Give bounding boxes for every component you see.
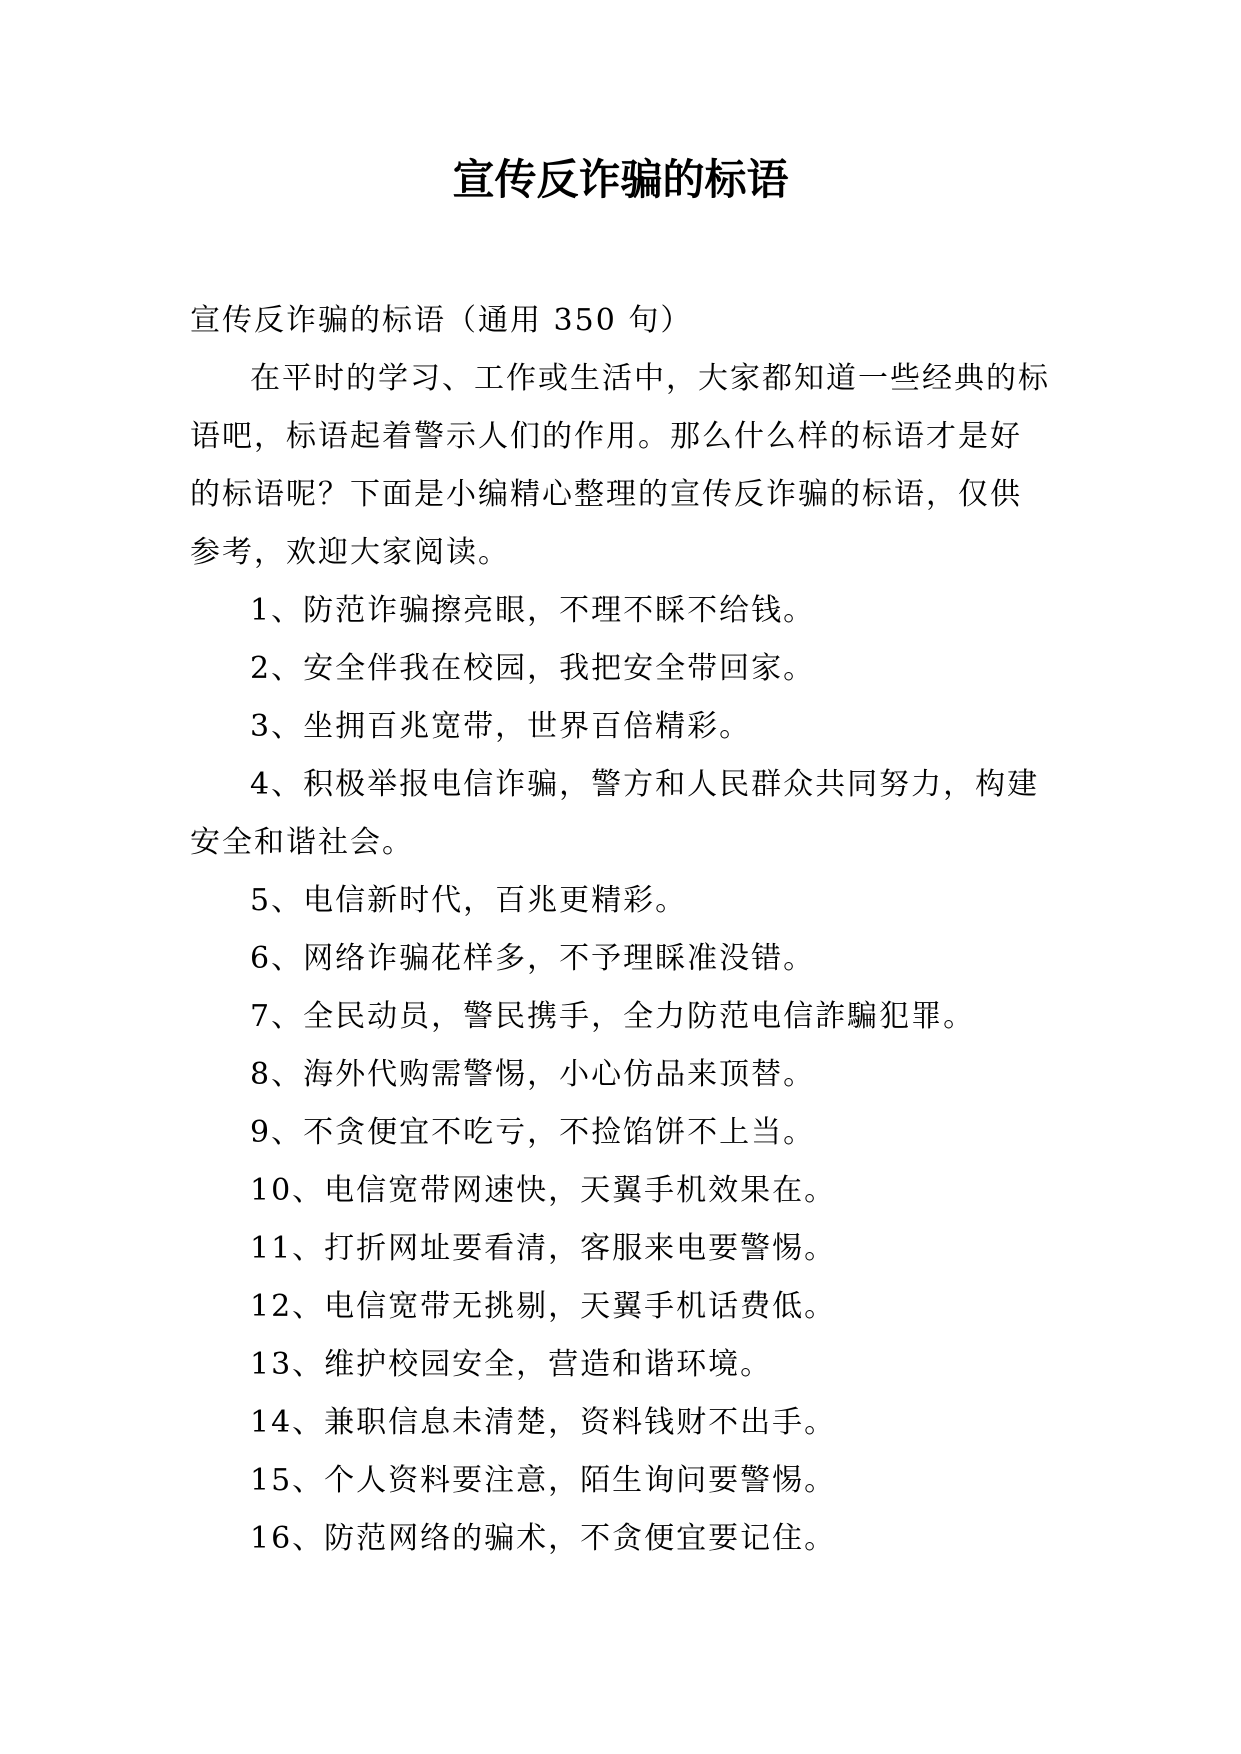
slogan-item: 13、维护校园安全，营造和谐环境。 <box>250 1347 773 1382</box>
intro-paragraph: 在平时的学习、工作或生活中，大家都知道一些经典的标语吧，标语起着警示人们的作用。那么什么样的标语才是好的标语呢？下面是小编精心整理的宣传反诈骗的标语，仅供参考，欢迎大家阅读。 <box>190 361 1050 570</box>
slogan-item: 8、海外代购需警惕，小心仿品来顶替。 <box>250 1057 816 1092</box>
slogan-item: 2、安全伴我在校园，我把安全带回家。 <box>250 651 816 686</box>
slogan-item: 5、电信新时代，百兆更精彩。 <box>250 883 688 918</box>
slogan-item: 15、个人资料要注意，陌生询问要警惕。 <box>250 1463 837 1498</box>
slogan-item: 12、电信宽带无挑剔，天翼手机话费低。 <box>250 1289 837 1324</box>
slogan-item: 3、坐拥百兆宽带，世界百倍精彩。 <box>250 709 752 744</box>
slogan-item: 4、积极举报电信诈骗，警方和人民群众共同努力，构建安全和谐社会。 <box>190 767 1040 860</box>
document-subtitle: 宣传反诈骗的标语（通用 350 句） <box>190 303 693 338</box>
slogan-item: 16、防范网络的骗术，不贪便宜要记住。 <box>250 1521 837 1556</box>
slogan-item: 9、不贪便宜不吃亏，不捡馅饼不上当。 <box>250 1115 816 1150</box>
slogan-item: 10、电信宽带网速快，天翼手机效果在。 <box>250 1173 837 1208</box>
slogan-item: 7、全民动员，警民携手，全力防范电信詐騙犯罪。 <box>250 999 976 1034</box>
slogan-item: 11、打折网址要看清，客服来电要警惕。 <box>250 1231 837 1266</box>
document-title: 宣传反诈骗的标语 <box>452 155 789 204</box>
document-body <box>190 292 1052 1568</box>
slogan-item: 14、兼职信息未清楚，资料钱财不出手。 <box>250 1405 837 1440</box>
slogan-item: 1、防范诈骗擦亮眼，不理不睬不给钱。 <box>250 593 816 628</box>
slogan-item: 6、网络诈骗花样多，不予理睬准没错。 <box>250 941 816 976</box>
